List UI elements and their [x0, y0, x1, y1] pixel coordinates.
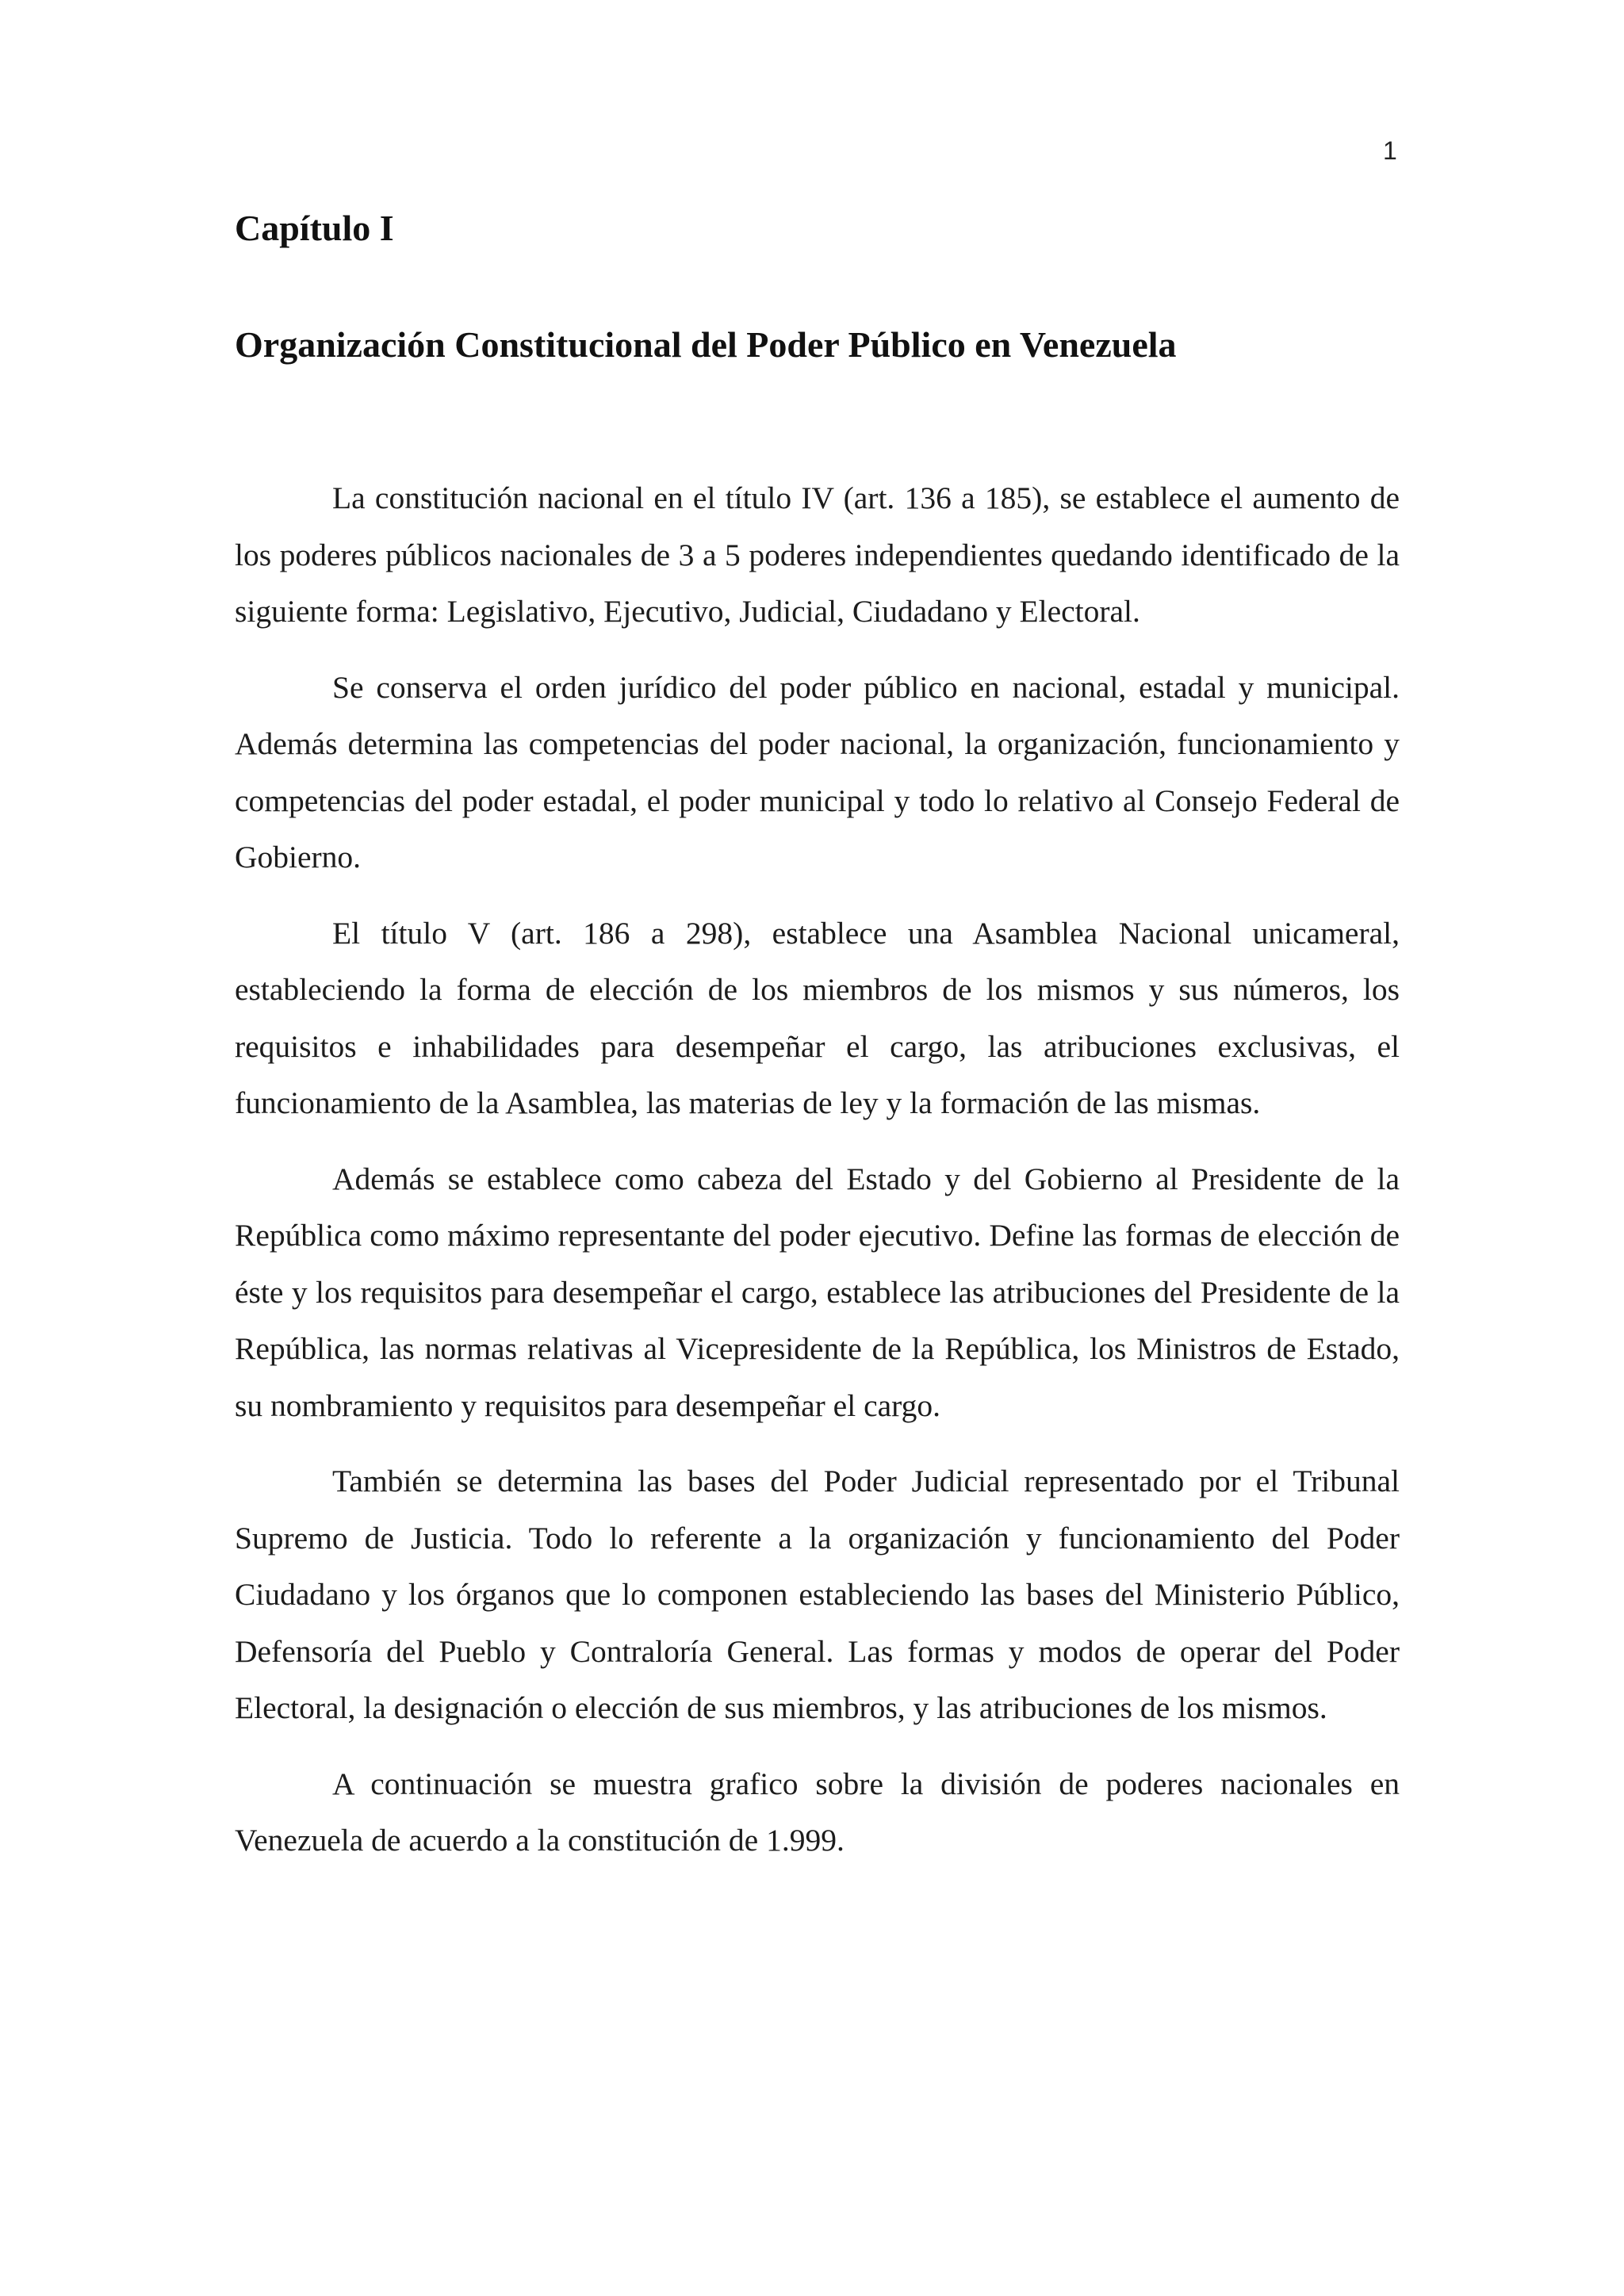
- paragraph-5: También se determina las bases del Poder Judicial representado por el Tribunal Supremo de Justicia. Todo lo referente a la organización y funcionamiento del Poder Ciudadano y los órganos que lo componen estableciendo las bases del Ministerio Público, Defensoría del Pueblo y Contraloría General. Las formas y modos de operar del Poder Electoral, la designación o elección de sus miembros, y las atribuciones de los mismos.: [235, 1464, 1400, 1725]
- page-number: 1: [1383, 136, 1397, 165]
- paragraph-2: Se conserva el orden jurídico del poder público en nacional, estadal y municipal. Además determina las competencias del poder nacional, la organización, funcionamiento y competencias del poder estadal, el poder municipal y todo lo relativo al Consejo Federal de Gobierno.: [235, 669, 1400, 874]
- chapter-title: Organización Constitucional del Poder Público en Venezuela: [235, 324, 1177, 365]
- paragraph-3: El título V (art. 186 a 298), establece una Asamblea Nacional unicameral, estableciendo la forma de elección de los miembros de los mismos y sus números, los requisitos e inhabilidades para desempeñar el cargo, las atribuciones exclusivas, el funcionamiento de la Asamblea, las materias de ley y la formación de las mismas.: [235, 915, 1400, 1120]
- chapter-heading: Capítulo I: [235, 208, 394, 248]
- paragraph-6: A continuación se muestra grafico sobre la división de poderes nacionales en Venezuela de acuerdo a la constitución de 1.999.: [235, 1766, 1400, 1858]
- body-text: [235, 470, 1400, 1888]
- paragraph-1: La constitución nacional en el título IV (art. 136 a 185), se establece el aumento de los poderes públicos nacionales de 3 a 5 poderes independientes quedando identificado de la siguiente forma: Legislativo, Ejecutivo, Judicial, Ciudadano y Electoral.: [235, 480, 1400, 629]
- paragraph-4: Además se establece como cabeza del Estado y del Gobierno al Presidente de la República como máximo representante del poder ejecutivo. Define las formas de elección de éste y los requisitos para desempeñar el cargo, establece las atribuciones del Presidente de la República, las normas relativas al Vicepresidente de la República, los Ministros de Estado, su nombramiento y requisitos para desempeñar el cargo.: [235, 1161, 1400, 1423]
